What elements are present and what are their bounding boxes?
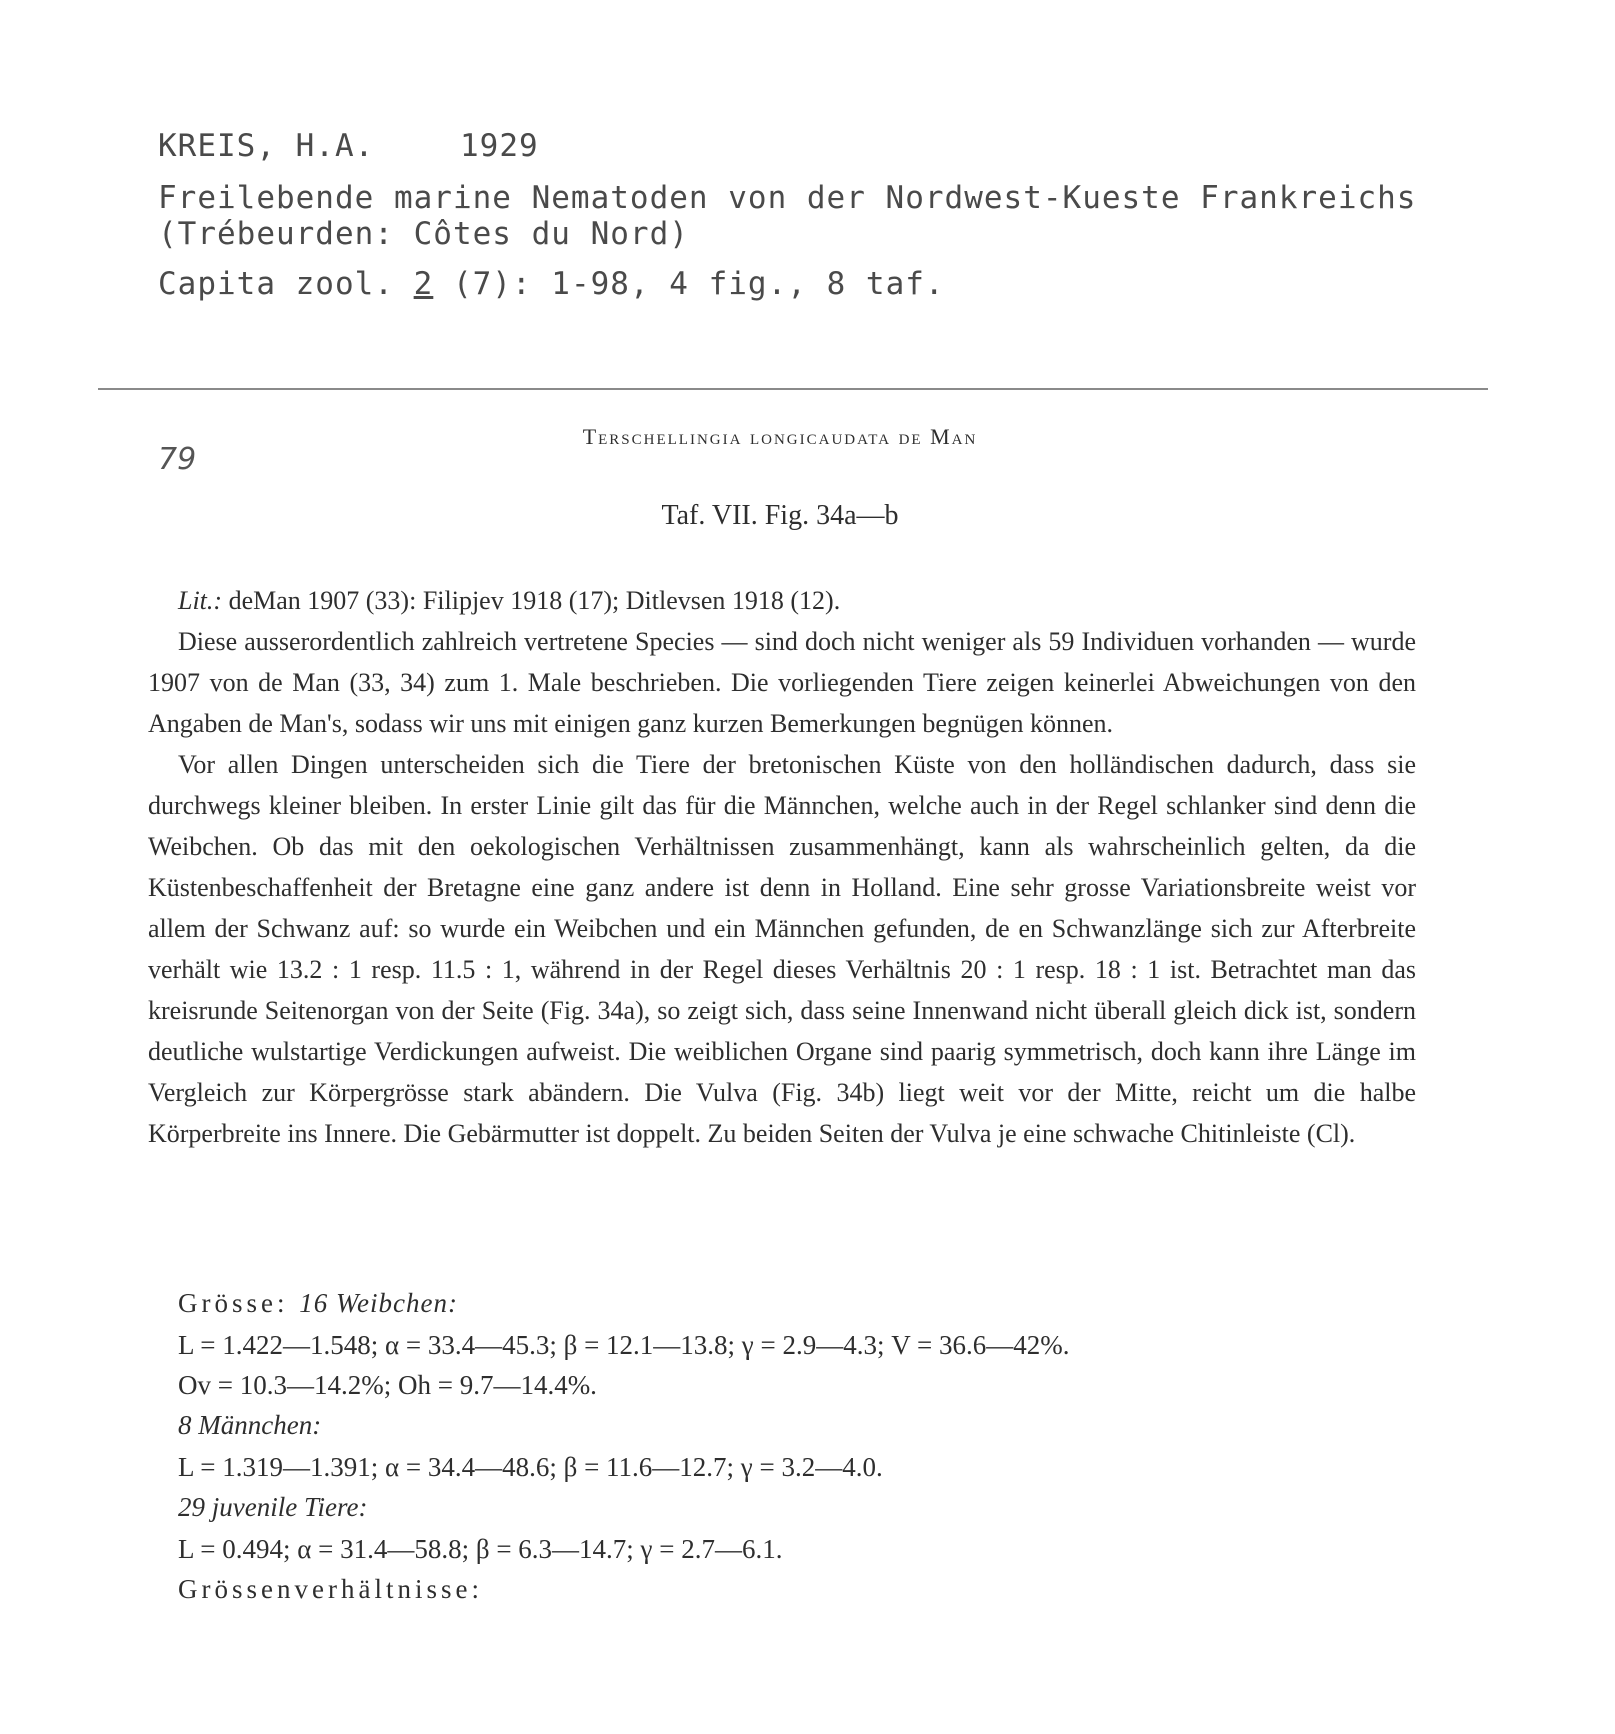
divider-line — [98, 388, 1488, 390]
males-measurements: L = 1.319—1.391; α = 34.4—48.6; β = 11.6—12.7; γ = 3.2—4.0. — [178, 1452, 883, 1482]
card-title-line-1: Freilebende marine Nematoden von der Nordwest-Kueste Frankreichs — [158, 180, 1417, 216]
females-measurements-2: Ov = 10.3—14.2%; Oh = 9.7—14.4%. — [178, 1370, 597, 1400]
proportions-label: Grössenverhältnisse: — [178, 1574, 483, 1604]
card-year: 1929 — [460, 128, 539, 164]
literature-label: Lit.: — [178, 586, 223, 615]
card-author: KREIS, H.A. — [158, 128, 375, 164]
species-heading — [0, 424, 1560, 450]
citation-journal: Capita zool. — [158, 266, 414, 302]
article-body — [148, 580, 1416, 1154]
females-measurements-1: L = 1.422—1.548; α = 33.4—45.3; β = 12.1—13.8; γ = 2.9—4.3; V = 36.6—42%. — [178, 1330, 1070, 1360]
juveniles-measurements: L = 0.494; α = 31.4—58.8; β = 6.3—14.7; γ = 2.7—6.1. — [178, 1534, 783, 1564]
females-label: 16 Weibchen: — [299, 1288, 458, 1318]
species-heading-text: Terschellingia longicaudata de Man — [582, 424, 978, 449]
figure-reference: Taf. VII. Fig. 34a—b — [661, 500, 899, 531]
card-citation — [158, 266, 945, 302]
card-author-line — [158, 128, 539, 164]
citation-volume: 2 — [413, 266, 434, 302]
card-title-line-2: (Trébeurden: Côtes du Nord) — [158, 216, 689, 252]
paragraph-1: Diese ausserordentlich zahlreich vertretene Species — sind doch nicht weniger als 59 Individuen vorhanden — wurde 1907 von de Man (33, 34) zum 1. Male beschrieben. Die vorliegenden Tiere zeigen keinerlei Abweichungen von den Angaben de Man's, sodass wir uns mit einigen ganz kurzen Bemerkungen begnügen können. — [148, 627, 1416, 738]
size-line — [178, 1288, 1418, 1319]
size-label: Grösse: — [178, 1288, 289, 1318]
males-label: 8 Männchen: — [178, 1410, 322, 1440]
paragraph-2: Vor allen Dingen unterscheiden sich die Tiere der bretonischen Küste von den holländischen dadurch, dass sie durchwegs kleiner bleiben. In erster Linie gilt das für die Männchen, welche auch in der Regel schlanker sind denn die Weibchen. Ob das mit den oekologischen Verhältnissen zusammenhängt, kann als wahrscheinlich gelten, da die Küstenbeschaffenheit der Bretagne eine ganz andere ist denn in Holland. Eine sehr grosse Variationsbreite weist vor allem der Schwanz auf: so wurde ein Weibchen und ein Männchen gefunden, de en Schwanzlänge sich zur Afterbreite verhält wie 13.2 : 1 resp. 11.5 : 1, während in der Regel dieses Verhältnis 20 : 1 resp. 18 : 1 ist. Betrachtet man das kreisrunde Seitenorgan von der Seite (Fig. 34a), so zeigt sich, dass seine Innenwand nicht überall gleich dick ist, sondern deutliche wulstartige Verdickungen aufweist. Die weiblichen Organe sind paarig symmetrisch, doch kann ihre Länge im Vergleich zur Körpergrösse stark abändern. Die Vulva (Fig. 34b) liegt weit vor der Mitte, reicht um die halbe Körperbreite ins Innere. Die Gebärmutter ist doppelt. Zu beiden Seiten der Vulva je eine schwache Chitinleiste (Cl). — [148, 750, 1416, 1148]
literature-text: deMan 1907 (33): Filipjev 1918 (17); Ditlevsen 1918 (12). — [222, 586, 841, 615]
juveniles-label: 29 juvenile Tiere: — [178, 1492, 368, 1522]
page-number: 79 — [158, 442, 197, 477]
citation-pages: (7): 1-98, 4 fig., 8 taf. — [433, 266, 945, 302]
literature-line — [148, 580, 1416, 621]
